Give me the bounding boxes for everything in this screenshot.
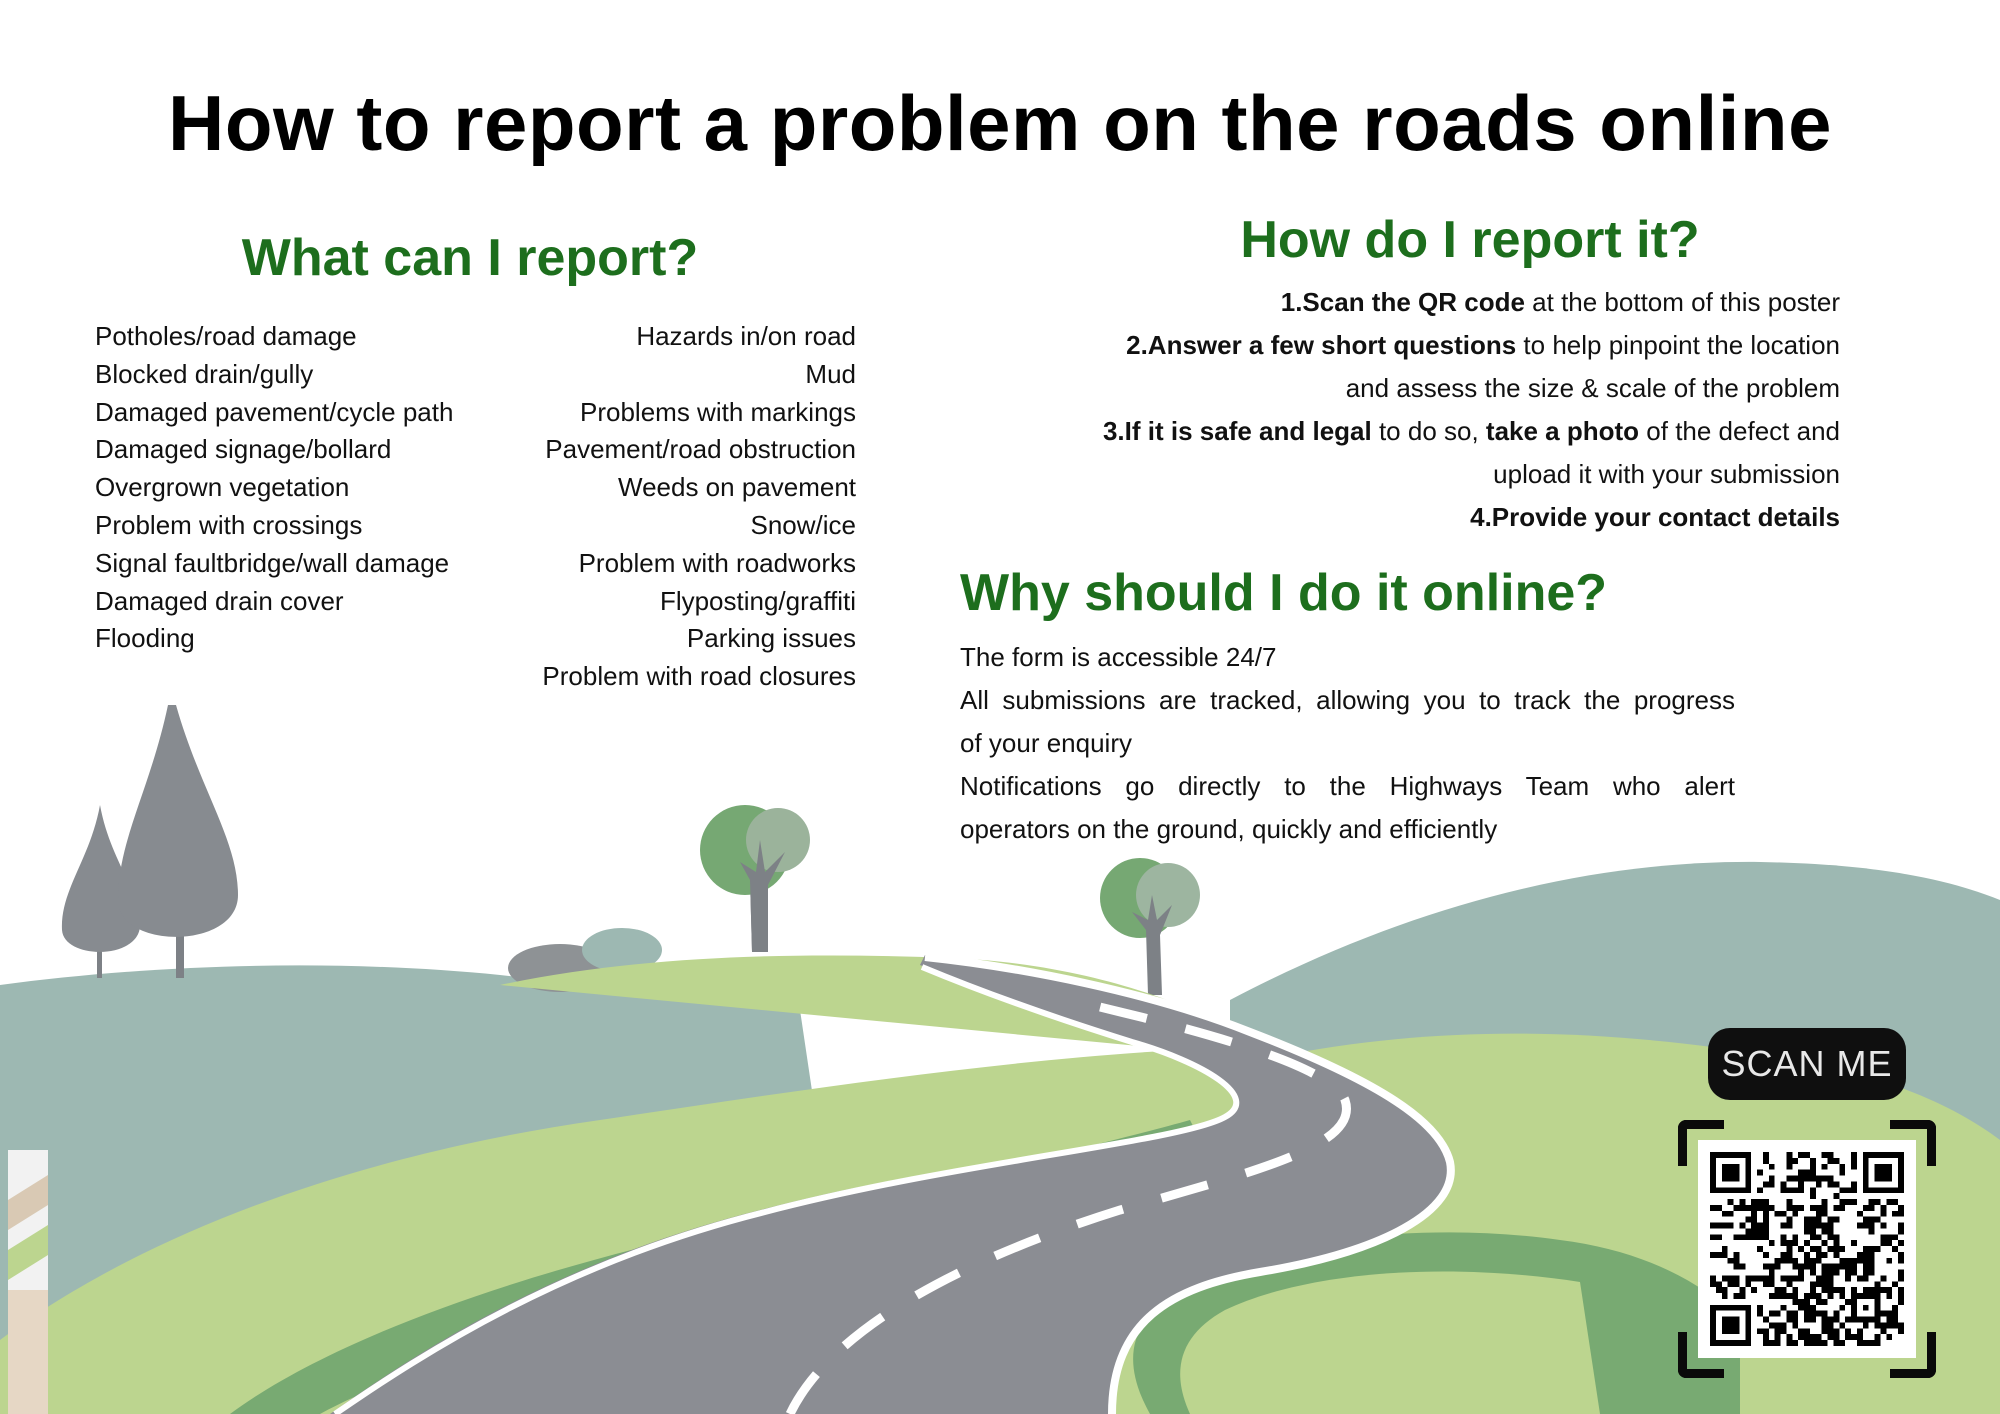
- how-do-i-report-heading: How do I report it?: [1240, 211, 1700, 269]
- list-item: Damaged drain cover: [95, 585, 344, 616]
- list-item: Signal faultbridge/wall damage: [95, 547, 450, 578]
- scan-me-badge: SCAN ME: [1708, 1028, 1906, 1100]
- report-list-left: [95, 318, 453, 658]
- step-2: 2.Answer a few short questions to help pinpoint the location: [1126, 330, 1840, 360]
- what-can-i-report-heading: What can I report?: [241, 229, 699, 287]
- list-item: Mud: [805, 358, 856, 389]
- list-item: Hazards in/on road: [636, 321, 856, 351]
- why-line-1: The form is accessible 24/7: [960, 642, 1277, 672]
- qr-code-frame[interactable]: [1678, 1120, 1936, 1378]
- why-online-body: [960, 636, 1735, 851]
- qr-finder: [1710, 1152, 1751, 1193]
- list-item: Overgrown vegetation: [95, 472, 350, 503]
- qr-alignment: [1851, 1293, 1880, 1322]
- step-3-cont: upload it with your submission: [1493, 459, 1840, 489]
- qr-code-icon[interactable]: [1698, 1140, 1916, 1358]
- how-steps: [960, 281, 1840, 539]
- why-line-2a: All submissions are tracked, allowing you to track the progress: [960, 685, 1735, 715]
- qr-code-pattern: [1710, 1152, 1904, 1346]
- list-item: Snow/ice: [750, 509, 856, 540]
- step-1: 1.Scan the QR code at the bottom of this poster: [1280, 287, 1840, 317]
- why-line-3a: Notifications go directly to the Highways Team who alert: [960, 771, 1735, 801]
- qr-finder: [1710, 1305, 1751, 1346]
- why-line-3b: operators on the ground, quickly and efficiently: [960, 814, 1498, 844]
- tree-icon: [62, 705, 238, 978]
- list-item: Damaged pavement/cycle path: [95, 396, 454, 427]
- report-list-right: [460, 318, 856, 696]
- page-title: How to report a problem on the roads online: [168, 79, 1832, 167]
- list-item: Weeds on pavement: [618, 472, 856, 503]
- list-item: Pavement/road obstruction: [545, 434, 856, 465]
- step-4: 4.Provide your contact details: [1470, 502, 1840, 532]
- list-item: Potholes/road damage: [95, 321, 357, 351]
- qr-finder: [1863, 1152, 1904, 1193]
- list-item: Damaged signage/bollard: [95, 434, 392, 465]
- list-item: Blocked drain/gully: [95, 358, 314, 389]
- list-item: Problem with crossings: [95, 509, 363, 540]
- list-item: Flooding: [95, 623, 195, 654]
- why-online-heading: Why should I do it online?: [960, 564, 1608, 622]
- list-item: Problems with markings: [580, 396, 856, 427]
- tree-icon: [1100, 858, 1200, 995]
- marker-post: [8, 1150, 48, 1414]
- list-item: Problem with road closures: [542, 661, 856, 692]
- list-item: Problem with roadworks: [578, 547, 856, 578]
- list-item: Parking issues: [686, 623, 856, 654]
- tree-icon: [700, 805, 810, 952]
- list-item: Flyposting/graffiti: [659, 585, 856, 616]
- step-3: 3.If it is safe and legal to do so, take a photo of the defect and: [1102, 416, 1840, 446]
- why-line-2b: of your enquiry: [960, 728, 1132, 758]
- step-2-cont: and assess the size & scale of the problem: [1345, 373, 1840, 403]
